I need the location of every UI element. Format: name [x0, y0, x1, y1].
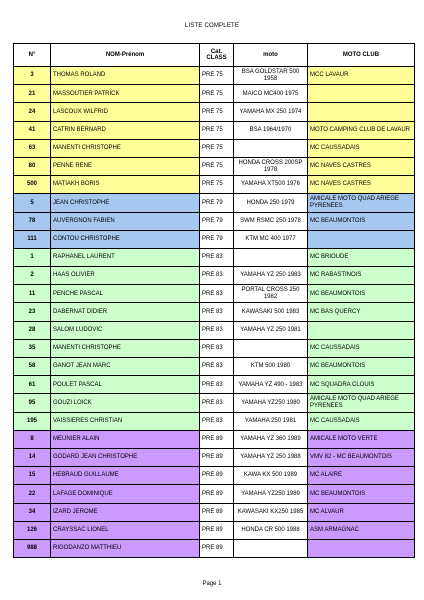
row-name: IZARD JEROME: [51, 503, 200, 521]
row-club: MC ALVAUR: [308, 503, 415, 521]
row-name: CRAYSSAC LIONEL: [51, 521, 200, 539]
row-moto: KTM 500 1980: [234, 358, 308, 376]
row-class: PRE 79: [200, 230, 234, 248]
row-moto: YAMAHA YZ 490 - 1983: [234, 376, 308, 394]
table-row: [14, 485, 415, 503]
row-moto: [234, 248, 308, 266]
row-number: 34: [14, 503, 51, 521]
table-row: [14, 157, 415, 175]
row-name: MEUNIER ALAIN: [51, 430, 200, 448]
row-club: [308, 230, 415, 248]
row-number: 23: [14, 303, 51, 321]
row-class: PRE 83: [200, 303, 234, 321]
row-number: 500: [14, 176, 51, 194]
table-row: [14, 321, 415, 339]
row-moto: YAMAHA YZ250 1980: [234, 394, 308, 412]
row-name: RIGODANZO MATTHIEU: [51, 539, 200, 557]
row-class: PRE 83: [200, 412, 234, 430]
row-number: 5: [14, 194, 51, 212]
table-row: [14, 358, 415, 376]
table-header-row: [14, 44, 415, 67]
row-class: PRE 89: [200, 430, 234, 448]
row-class: PRE 83: [200, 267, 234, 285]
row-class: PRE 75: [200, 103, 234, 121]
row-moto: SWM RSMC 250 1978: [234, 212, 308, 230]
table-row: [14, 176, 415, 194]
row-name: LASCOUX WILFRID: [51, 103, 200, 121]
row-number: 3: [14, 67, 51, 85]
row-number: 1: [14, 248, 51, 266]
row-number: 35: [14, 339, 51, 357]
row-number: 2: [14, 267, 51, 285]
row-number: 58: [14, 358, 51, 376]
row-moto: BSA 1964/1970: [234, 121, 308, 139]
row-name: MATIAKH BORIS: [51, 176, 200, 194]
row-moto: [234, 139, 308, 157]
row-name: PENNE RENE: [51, 157, 200, 175]
row-class: PRE 75: [200, 121, 234, 139]
row-name: GODARD JEAN CHRISTOPHE: [51, 448, 200, 466]
row-name: CATRIN BERNARD: [51, 121, 200, 139]
row-club: AMICALE MOTO VERTE: [308, 430, 415, 448]
row-class: PRE 83: [200, 339, 234, 357]
row-class: PRE 83: [200, 248, 234, 266]
row-name: GANOT JEAN MARC: [51, 358, 200, 376]
table-row: [14, 467, 415, 485]
row-moto: YAMAHA YZ 250 1981: [234, 321, 308, 339]
row-name: DABERNAT DIDIER: [51, 303, 200, 321]
table-body: [14, 67, 415, 558]
row-moto: KAWA KX 500 1989: [234, 467, 308, 485]
table-row: [14, 339, 415, 357]
row-name: RAPHANEL LAURENT: [51, 248, 200, 266]
row-name: HEBRAUD GUILLAUME: [51, 467, 200, 485]
row-moto: YAMAHA YZ 250 1988: [234, 448, 308, 466]
row-moto: [234, 339, 308, 357]
row-club: MCC LAVAUR: [308, 67, 415, 85]
row-name: PENCHE PASCAL: [51, 285, 200, 303]
row-club: MC BEAUMONTOIS: [308, 285, 415, 303]
row-name: SALOM LUDOVIC: [51, 321, 200, 339]
row-moto: HONDA CR 500 1988: [234, 521, 308, 539]
row-number: 126: [14, 521, 51, 539]
row-club: ASM ARMAGNAC: [308, 521, 415, 539]
row-club: MC NAVES CASTRES: [308, 157, 415, 175]
row-moto: MAICO MC400 1975: [234, 85, 308, 103]
row-moto: BSA GOLDSTAR 500 1958: [234, 67, 308, 85]
row-club: MC RABASTINOIS: [308, 267, 415, 285]
row-name: MANENTI CHRISTOPHE: [51, 339, 200, 357]
table-row: [14, 267, 415, 285]
row-class: PRE 79: [200, 194, 234, 212]
header-number: N°: [14, 44, 51, 67]
row-club: MC ALAIRE: [308, 467, 415, 485]
row-number: 24: [14, 103, 51, 121]
row-name: JEAN CHRISTOPHE: [51, 194, 200, 212]
header-moto-club: MOTO CLUB: [308, 44, 415, 67]
row-class: PRE 83: [200, 376, 234, 394]
row-club: [308, 321, 415, 339]
row-number: 195: [14, 412, 51, 430]
row-club: AMICALE MOTO QUAD ARIEGE PYRENEES: [308, 194, 415, 212]
table-row: [14, 448, 415, 466]
row-name: HAAS OLIVIER: [51, 267, 200, 285]
table-row: [14, 539, 415, 557]
row-number: 78: [14, 212, 51, 230]
table-row: [14, 412, 415, 430]
table-row: [14, 121, 415, 139]
row-number: 8: [14, 430, 51, 448]
row-club: AMICALE MOTO QUAD ARIEGE PYRENEES: [308, 394, 415, 412]
table-row: [14, 376, 415, 394]
table-row: [14, 212, 415, 230]
table-row: [14, 194, 415, 212]
row-number: 111: [14, 230, 51, 248]
row-number: 14: [14, 448, 51, 466]
row-class: PRE 75: [200, 85, 234, 103]
row-class: PRE 83: [200, 358, 234, 376]
row-class: PRE 75: [200, 176, 234, 194]
row-club: MC NAVES CASTRES: [308, 176, 415, 194]
row-number: 63: [14, 139, 51, 157]
row-number: 15: [14, 467, 51, 485]
row-name: CONTOU CHRISTOPHE: [51, 230, 200, 248]
row-class: PRE 89: [200, 503, 234, 521]
table-row: [14, 67, 415, 85]
row-moto: HONDA CROSS 200SP 1978: [234, 157, 308, 175]
row-moto: YAMAHA YZ 250 1983: [234, 267, 308, 285]
row-class: PRE 75: [200, 157, 234, 175]
row-moto: YAMAHA 250 1981: [234, 412, 308, 430]
row-name: THOMAS ROLAND: [51, 67, 200, 85]
row-club: MC BRIOUDE: [308, 248, 415, 266]
row-class: PRE 75: [200, 67, 234, 85]
row-number: 22: [14, 485, 51, 503]
row-class: PRE 79: [200, 212, 234, 230]
row-club: MC SQUADRA CLOUIS: [308, 376, 415, 394]
row-name: MANENTI CHRISTOPHE: [51, 139, 200, 157]
row-club: MC BEAUMONTOIS: [308, 485, 415, 503]
table-row: [14, 394, 415, 412]
row-name: GOUZI LOICK: [51, 394, 200, 412]
table-row: [14, 103, 415, 121]
row-class: PRE 89: [200, 521, 234, 539]
table-row: [14, 303, 415, 321]
row-moto: YAMAHA YZ 360 1989: [234, 430, 308, 448]
row-club: MC CAUSSADAIS: [308, 339, 415, 357]
row-club: MC BEAUMONTOIS: [308, 212, 415, 230]
table-row: [14, 503, 415, 521]
row-class: PRE 89: [200, 485, 234, 503]
row-moto: KTM MC 400 1977: [234, 230, 308, 248]
row-moto: YAMAHA YZ250 1989: [234, 485, 308, 503]
row-club: [308, 539, 415, 557]
table-row: [14, 139, 415, 157]
row-club: VMV 82 - MC BEAUMONTOIS: [308, 448, 415, 466]
row-number: 988: [14, 539, 51, 557]
row-class: PRE 89: [200, 467, 234, 485]
table-row: [14, 285, 415, 303]
row-name: AUVERGNON FABIEN: [51, 212, 200, 230]
row-class: PRE 89: [200, 539, 234, 557]
row-moto: YAMAHA XT500 1976: [234, 176, 308, 194]
row-club: MC BAS QUERCY: [308, 303, 415, 321]
row-number: 80: [14, 157, 51, 175]
row-number: 28: [14, 321, 51, 339]
table-row: [14, 521, 415, 539]
table-row: [14, 85, 415, 103]
row-class: PRE 89: [200, 448, 234, 466]
row-name: LAFAGE DOMINIQUE: [51, 485, 200, 503]
row-club: MC CAUSSADAIS: [308, 139, 415, 157]
row-club: [308, 103, 415, 121]
row-name: VAISSIERES CHRISTIAN: [51, 412, 200, 430]
row-moto: KAWASAKI 500 1983: [234, 303, 308, 321]
table-row: [14, 248, 415, 266]
row-name: MASSOUTIER PATRICK: [51, 85, 200, 103]
document-title: LISTE COMPLETE: [184, 23, 240, 29]
page-number: Page 1: [202, 581, 222, 587]
table-row: [14, 430, 415, 448]
row-class: PRE 75: [200, 139, 234, 157]
row-moto: PORTAL CROSS 250 1982: [234, 285, 308, 303]
row-number: 11: [14, 285, 51, 303]
header-class: Cat. CLASS: [200, 44, 234, 67]
row-club: MC BEAUMONTOIS: [308, 358, 415, 376]
row-moto: KAWASAKI KX250 1985: [234, 503, 308, 521]
participants-table: [13, 43, 415, 558]
header-moto: moto: [234, 44, 308, 67]
table-row: [14, 230, 415, 248]
row-class: PRE 83: [200, 321, 234, 339]
row-number: 61: [14, 376, 51, 394]
row-number: 21: [14, 85, 51, 103]
row-club: MC CAUSSADAIS: [308, 412, 415, 430]
row-club: MOTO CAMPING CLUB DE LAVAUR: [308, 121, 415, 139]
row-moto: YAMAHA MX 250 1974: [234, 103, 308, 121]
row-number: 41: [14, 121, 51, 139]
row-club: [308, 85, 415, 103]
header-name: NOM-Prénom: [51, 44, 200, 67]
row-name: POULET PASCAL: [51, 376, 200, 394]
row-class: PRE 83: [200, 394, 234, 412]
row-moto: HONDA 250 1979: [234, 194, 308, 212]
row-moto: [234, 539, 308, 557]
row-number: 95: [14, 394, 51, 412]
row-class: PRE 83: [200, 285, 234, 303]
